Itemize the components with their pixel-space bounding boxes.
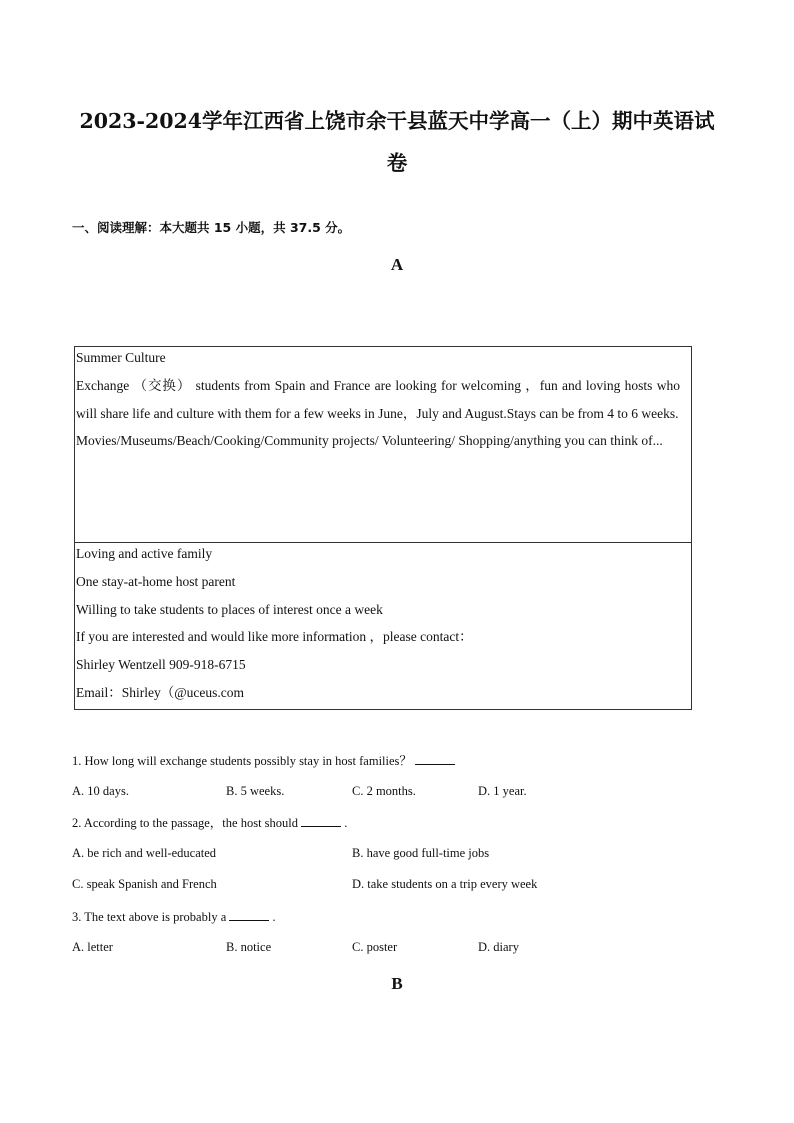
ad-line-1: Loving and active family <box>76 546 213 561</box>
question-3-option-b: B. notice <box>226 940 272 954</box>
question-3-option-a: A. letter <box>72 940 113 954</box>
ad-heading: Summer Culture <box>76 350 166 365</box>
part-b-label: B <box>391 974 403 993</box>
question-2-suffix: . <box>344 816 348 830</box>
document-title-line2: 卷 <box>386 151 408 175</box>
advertisement-section-2 <box>76 540 680 707</box>
document-title-line1: 2023-2024学年江西省上饶市余干县蓝天中学高一（上）期中英语试 <box>79 109 715 133</box>
answer-blank <box>229 908 269 921</box>
ad-line-2: One stay-at-home host parent <box>76 573 236 589</box>
question-2-option-b: B. have good full-time jobs <box>352 846 490 860</box>
question-3 <box>72 908 276 925</box>
section-heading: 一、阅读理解：本大题共 15 小题，共 37.5 分。 <box>72 220 351 235</box>
answer-blank <box>301 814 341 827</box>
ad-line-6: Email：Shirley（@uceus.com <box>76 684 245 700</box>
question-2-option-a: A. be rich and well-educated <box>72 846 217 860</box>
question-2-stem: 2. According to the passage，the host should <box>72 816 299 830</box>
question-1-stem: 1. How long will exchange students possibly stay in host families？ <box>72 754 412 768</box>
question-2-option-d: D. take students on a trip every week <box>352 877 538 891</box>
question-3-option-d: D. diary <box>478 940 519 954</box>
ad-paragraph-2: Movies/Museums/Beach/Cooking/Community projects/ Volunteering/ Shopping/anything you can think of... <box>76 433 663 449</box>
question-1-option-d: D. 1 year. <box>478 784 527 798</box>
question-1-option-c: C. 2 months. <box>352 784 416 798</box>
question-2-option-c: C. speak Spanish and French <box>72 877 217 891</box>
question-1 <box>72 752 455 769</box>
question-3-suffix: . <box>272 910 276 924</box>
question-1-option-b: B. 5 weeks. <box>226 784 285 798</box>
ad-line-4: If you are interested and would like more information ，please contact： <box>76 629 473 645</box>
advertisement-section-1 <box>76 344 680 455</box>
ad-line-3: Willing to take students to places of interest once a week <box>76 601 383 617</box>
ad-paragraph-1: Exchange （交换） students from Spain and France are looking for welcoming ，fun and loving hosts who will share life and culture with them for a few weeks in June，July and August.Stays can be from 4 to 6 weeks. <box>76 377 680 421</box>
part-a-label: A <box>390 255 404 274</box>
question-3-option-c: C. poster <box>352 940 398 954</box>
ad-line-5: Shirley Wentzell 909-918-6715 <box>76 657 246 673</box>
question-2 <box>72 814 347 831</box>
answer-blank <box>415 752 455 765</box>
question-3-stem: 3. The text above is probably a <box>72 910 227 924</box>
question-1-option-a: A. 10 days. <box>72 784 129 798</box>
document-title <box>60 100 734 184</box>
